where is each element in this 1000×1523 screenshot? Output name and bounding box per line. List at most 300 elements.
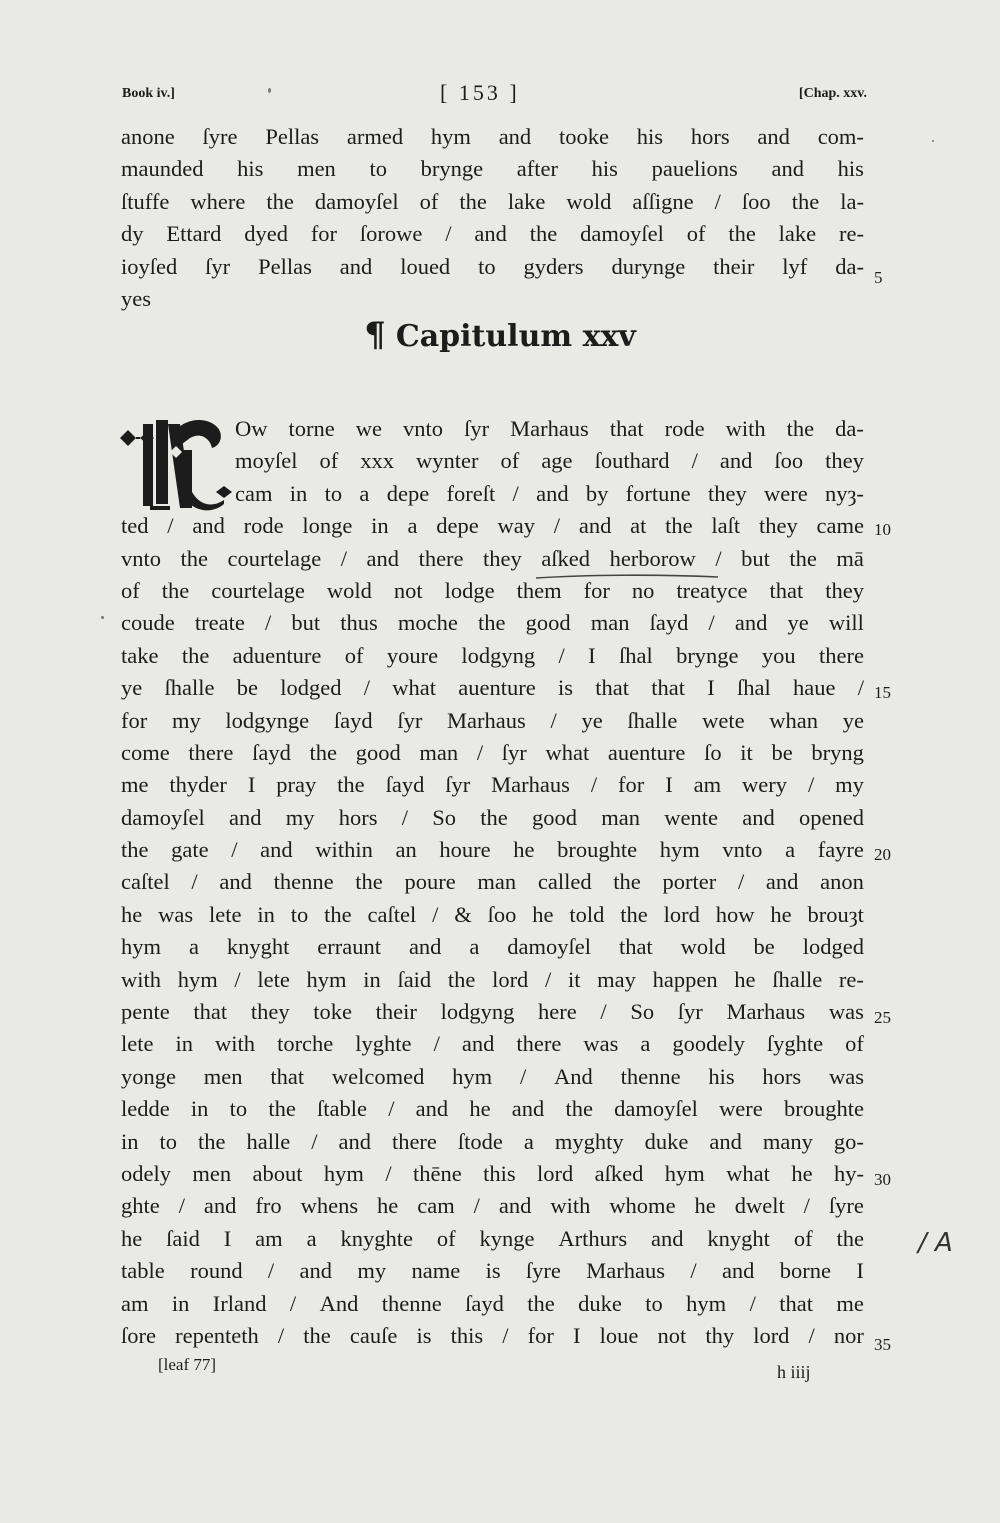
word: of — [793, 1225, 813, 1251]
word: borne — [779, 1258, 832, 1284]
word: and — [757, 124, 790, 149]
word: / — [432, 901, 439, 927]
word: about — [252, 1160, 303, 1186]
word: Marhaus — [447, 707, 526, 733]
word: ſoo — [774, 448, 804, 474]
word: that — [779, 1290, 813, 1316]
word: of — [845, 1031, 864, 1057]
word: be — [771, 739, 793, 765]
word: herborow — [609, 545, 696, 571]
word: was — [583, 1031, 619, 1057]
word: go- — [833, 1128, 864, 1154]
word: laſt — [711, 513, 741, 539]
word: moche — [397, 610, 458, 636]
word: lete — [209, 901, 242, 927]
text-line — [121, 607, 864, 639]
word: and — [511, 1096, 545, 1122]
word: for — [310, 221, 338, 247]
word: repenteth — [175, 1322, 259, 1348]
word: the — [303, 1322, 331, 1348]
word: my — [285, 804, 315, 830]
text-line — [121, 1158, 864, 1190]
word: man — [590, 610, 630, 636]
text-line — [121, 996, 864, 1028]
text-line — [121, 1061, 864, 1093]
word: aduenture — [232, 642, 322, 668]
text-line — [121, 1288, 864, 1320]
word: good — [355, 739, 401, 765]
word: lyghte — [355, 1031, 412, 1057]
word: / — [473, 1193, 480, 1219]
word: ſyre — [202, 124, 238, 149]
word: my — [171, 707, 201, 733]
word: coude — [121, 610, 175, 636]
word: they — [250, 999, 290, 1025]
word: whan — [769, 707, 819, 733]
word: torne — [288, 416, 335, 441]
word: treatyce — [676, 577, 748, 603]
word: they — [825, 448, 864, 474]
word: be — [753, 934, 775, 960]
word: pente — [121, 999, 170, 1025]
word: the — [613, 869, 641, 895]
paper-speck — [101, 616, 104, 619]
word: lord — [663, 901, 700, 927]
word: ſhalle — [772, 966, 823, 992]
word: this — [450, 1322, 484, 1348]
word: and — [299, 1258, 333, 1284]
word: with — [121, 966, 162, 992]
word: am — [121, 1290, 149, 1316]
word: that — [270, 1063, 305, 1089]
word: there — [818, 642, 864, 668]
word: man — [601, 804, 641, 830]
word: thus — [340, 610, 378, 636]
word: they — [825, 577, 864, 603]
word: yes — [121, 285, 151, 311]
word: rode — [243, 513, 284, 539]
word: ſaid — [397, 966, 432, 992]
word: the — [836, 1225, 864, 1251]
text-line — [121, 121, 864, 153]
word: armed — [346, 124, 404, 149]
word: the — [181, 642, 210, 668]
word: ſtode — [457, 1128, 503, 1154]
word: poure — [404, 869, 456, 895]
word: hym — [452, 1063, 493, 1089]
word: lodgynge — [225, 707, 310, 733]
word: his — [636, 124, 664, 149]
word: thenne — [273, 869, 334, 895]
word: ſyghte — [766, 1031, 824, 1057]
word: and — [415, 1096, 449, 1122]
word: damoyſel — [121, 804, 205, 830]
word: ſhal — [736, 675, 771, 701]
text-line — [121, 931, 864, 963]
word: ſayd — [252, 739, 291, 765]
paragraph-chapter-xxv — [121, 413, 864, 1352]
word: I — [856, 1258, 864, 1284]
running-header — [0, 82, 1000, 108]
word: ſouthard — [594, 448, 670, 474]
word: torche — [277, 1031, 334, 1057]
word: broughte — [557, 837, 638, 863]
word: he — [734, 966, 756, 992]
text-line — [121, 1126, 864, 1158]
word: yonge — [121, 1063, 176, 1089]
word: to — [369, 156, 387, 182]
line-number: 15 — [874, 683, 891, 702]
word: the — [324, 901, 352, 927]
word: ſoo — [487, 901, 517, 927]
word: it — [567, 966, 581, 992]
word: lord — [753, 1322, 790, 1348]
word: ioyſed — [121, 253, 178, 279]
text-line — [121, 575, 864, 607]
word: ye — [121, 675, 143, 701]
word: porter — [662, 869, 717, 895]
word: bryng — [811, 739, 864, 765]
handwritten-margin-note: / A — [918, 1228, 953, 1258]
chapter-heading — [0, 315, 1000, 355]
text-line — [121, 866, 864, 898]
word: and — [366, 545, 400, 571]
word: he — [121, 1225, 143, 1251]
word: re- — [838, 966, 864, 992]
word: were — [719, 1096, 763, 1122]
word: ſtable — [317, 1096, 367, 1122]
word: aſſigne — [632, 188, 694, 214]
text-line — [121, 964, 864, 996]
word: and — [498, 124, 532, 149]
word: the — [565, 1096, 593, 1122]
word: am — [693, 772, 722, 798]
pilcrow-icon: ¶ — [364, 315, 386, 355]
word: brouȝt — [807, 901, 864, 927]
word: Irland — [212, 1290, 267, 1316]
word: ye — [842, 707, 864, 733]
word: we — [355, 416, 383, 441]
word: ſyr — [464, 416, 490, 441]
word: caſtel — [121, 869, 170, 895]
word: to — [645, 1290, 663, 1316]
word: wente — [664, 804, 719, 830]
text-line — [235, 413, 864, 445]
word: / — [267, 1258, 275, 1284]
word: the — [337, 772, 365, 798]
word: lete — [121, 1031, 154, 1057]
word: ſyr — [397, 707, 423, 733]
word: of — [686, 221, 706, 247]
pencil-underline — [534, 572, 720, 582]
word: table — [121, 1258, 165, 1284]
word: thy — [705, 1322, 735, 1348]
word: there — [516, 1031, 562, 1057]
word: wete — [702, 707, 745, 733]
word: take — [121, 642, 159, 668]
word: / — [264, 610, 272, 636]
word: Marhaus — [491, 772, 570, 798]
word: gyders — [523, 253, 584, 279]
text-line — [121, 834, 864, 866]
word: / — [600, 999, 607, 1025]
word: for — [583, 577, 610, 603]
word: but — [741, 545, 770, 571]
word: and — [203, 1193, 237, 1219]
word: the — [355, 869, 383, 895]
word: duke — [644, 1128, 689, 1154]
word: was — [158, 901, 194, 927]
word: way — [497, 513, 535, 539]
line-number: 25 — [874, 1008, 891, 1027]
word: dwelt — [734, 1193, 785, 1219]
leaf-marker: [leaf 77] — [158, 1355, 217, 1374]
word: com- — [817, 124, 864, 149]
word: for — [618, 772, 645, 798]
word: how — [715, 901, 755, 927]
word: in — [371, 513, 389, 539]
word: that — [609, 416, 644, 441]
word: a — [188, 934, 199, 960]
word: this — [483, 1160, 516, 1186]
word: durynge — [611, 253, 686, 279]
word: his — [591, 156, 618, 182]
word: / — [234, 966, 241, 992]
word: and — [408, 934, 442, 960]
word: ſtuffe — [121, 188, 170, 214]
word: and — [578, 513, 612, 539]
word: a — [407, 513, 418, 539]
word: he — [469, 1096, 491, 1122]
word: depe — [436, 513, 479, 539]
word: myghty — [554, 1128, 624, 1154]
word: the — [121, 837, 149, 863]
word: hors — [762, 1063, 802, 1089]
word: hym — [121, 934, 162, 960]
word: hym — [664, 1160, 705, 1186]
word: hym — [177, 966, 218, 992]
chapter-title: Capitulum xxv — [395, 319, 636, 354]
word: and — [721, 1258, 755, 1284]
word: his — [708, 1063, 735, 1089]
word: to — [478, 253, 496, 279]
word: / — [807, 772, 815, 798]
word: / — [191, 869, 198, 895]
word: Marhaus — [726, 999, 806, 1025]
word: hy- — [833, 1160, 864, 1186]
word: rode — [664, 416, 705, 441]
word: Pellas — [265, 124, 320, 149]
line-number: 35 — [874, 1335, 891, 1354]
word: where — [190, 188, 246, 214]
word: called — [537, 869, 592, 895]
word: men — [297, 156, 336, 182]
word: duke — [578, 1290, 622, 1316]
word: and — [339, 253, 373, 279]
text-line — [235, 445, 864, 477]
word: / — [502, 1322, 509, 1348]
word: ye — [581, 707, 603, 733]
word: gate — [171, 837, 209, 863]
word: within — [315, 837, 373, 863]
word: / — [167, 513, 174, 539]
word: but — [291, 610, 321, 636]
word: fayre — [817, 837, 864, 863]
page-number: [ 153 ] — [440, 80, 520, 105]
word: they — [707, 480, 747, 506]
word: lord — [537, 1160, 574, 1186]
text-line — [121, 1093, 864, 1125]
text-line — [121, 218, 864, 250]
word: and — [734, 610, 768, 636]
word: kynge — [479, 1225, 535, 1251]
word: hors — [690, 124, 730, 149]
word: lodgyng — [440, 999, 515, 1025]
word: their — [375, 999, 417, 1025]
word: ſaid — [166, 1225, 200, 1251]
word: odely — [121, 1160, 171, 1186]
word: to — [324, 480, 343, 506]
word: ſayd — [333, 707, 373, 733]
word: erraunt — [317, 934, 382, 960]
word: good — [532, 804, 578, 830]
word: / — [808, 1322, 815, 1348]
word: the — [161, 577, 190, 603]
word: I — [223, 1225, 232, 1251]
word: / — [708, 610, 715, 636]
word: / — [715, 545, 722, 571]
paper-speck — [268, 88, 271, 93]
word: lodgyng — [461, 642, 536, 668]
word: / — [545, 966, 552, 992]
word: was — [828, 999, 864, 1025]
word: lete — [257, 966, 290, 992]
text-line — [121, 251, 864, 283]
word: hym — [659, 837, 700, 863]
word: cam — [417, 1193, 455, 1219]
word: ledde — [121, 1096, 170, 1122]
word: hym — [323, 1160, 364, 1186]
word: fro — [255, 1193, 282, 1219]
word: da- — [835, 253, 864, 279]
word: auenture — [607, 739, 686, 765]
word: the — [198, 1128, 226, 1154]
word: thyder — [169, 772, 227, 798]
word: came — [816, 513, 864, 539]
word: da- — [835, 416, 864, 441]
word: and — [771, 156, 804, 182]
word: / — [550, 707, 557, 733]
word: ſore — [121, 1322, 156, 1348]
word: brynge — [420, 156, 484, 182]
paragraph-end-of-chapter — [121, 121, 864, 315]
word: told — [569, 901, 605, 927]
word: was — [828, 1063, 864, 1089]
word: of — [419, 188, 439, 214]
word: for — [527, 1322, 554, 1348]
word: in — [175, 1031, 194, 1057]
word: and — [719, 448, 753, 474]
text-line — [121, 543, 864, 575]
word: ſyr — [205, 253, 231, 279]
word: youre — [386, 642, 439, 668]
word: ſorowe — [359, 221, 423, 247]
word: and — [219, 869, 252, 895]
word: loued — [400, 253, 451, 279]
word: nyȝ- — [825, 480, 864, 506]
word: And — [319, 1290, 359, 1316]
word: and — [651, 1225, 684, 1251]
word: / — [803, 1193, 810, 1219]
word: a — [359, 480, 370, 506]
word: the — [480, 804, 508, 830]
word: wold — [680, 934, 726, 960]
word: So — [432, 804, 457, 830]
word: in — [121, 1128, 139, 1154]
text-line — [121, 769, 864, 801]
word: hym — [430, 124, 471, 149]
word: thenne — [620, 1063, 681, 1089]
text-line — [121, 1255, 864, 1287]
word: with — [725, 416, 766, 441]
word: aſked — [541, 545, 591, 571]
text-line — [121, 1028, 864, 1060]
word: he — [694, 1193, 716, 1219]
text-line — [121, 672, 864, 704]
word: ſayd — [649, 610, 689, 636]
word: the — [180, 545, 209, 571]
word: them — [516, 577, 562, 603]
word: I — [247, 772, 256, 798]
word: loue — [599, 1322, 639, 1348]
word: it — [740, 739, 753, 765]
word: ye — [787, 610, 809, 636]
text-line — [121, 802, 864, 834]
word: lodged — [280, 675, 342, 701]
word: the — [786, 416, 815, 441]
word: vnto — [722, 837, 763, 863]
word: courtelage — [211, 577, 305, 603]
word: damoyſel — [507, 934, 592, 960]
text-line — [121, 705, 864, 737]
word: man — [477, 869, 517, 895]
word: by — [585, 480, 609, 506]
text-line — [121, 153, 864, 185]
word: to — [229, 1096, 248, 1122]
word: / — [519, 1063, 527, 1089]
line-number: 5 — [874, 268, 883, 287]
word: he — [770, 901, 792, 927]
word: he — [377, 1193, 399, 1219]
word: / — [311, 1128, 318, 1154]
word: lake — [778, 221, 817, 247]
word: / — [737, 869, 745, 895]
word: caſtel — [367, 901, 417, 927]
word: opened — [799, 804, 864, 830]
word: and — [461, 1031, 495, 1057]
word: happen — [652, 966, 718, 992]
word: moyſel — [235, 448, 298, 474]
word: am — [255, 1225, 283, 1251]
word: ſo — [704, 739, 722, 765]
word: maunded — [121, 156, 204, 182]
word: what — [726, 1160, 770, 1186]
word: there — [418, 545, 464, 571]
line-number: 20 — [874, 845, 891, 864]
word: the — [791, 188, 820, 214]
text-line — [121, 640, 864, 672]
word: in — [257, 901, 275, 927]
